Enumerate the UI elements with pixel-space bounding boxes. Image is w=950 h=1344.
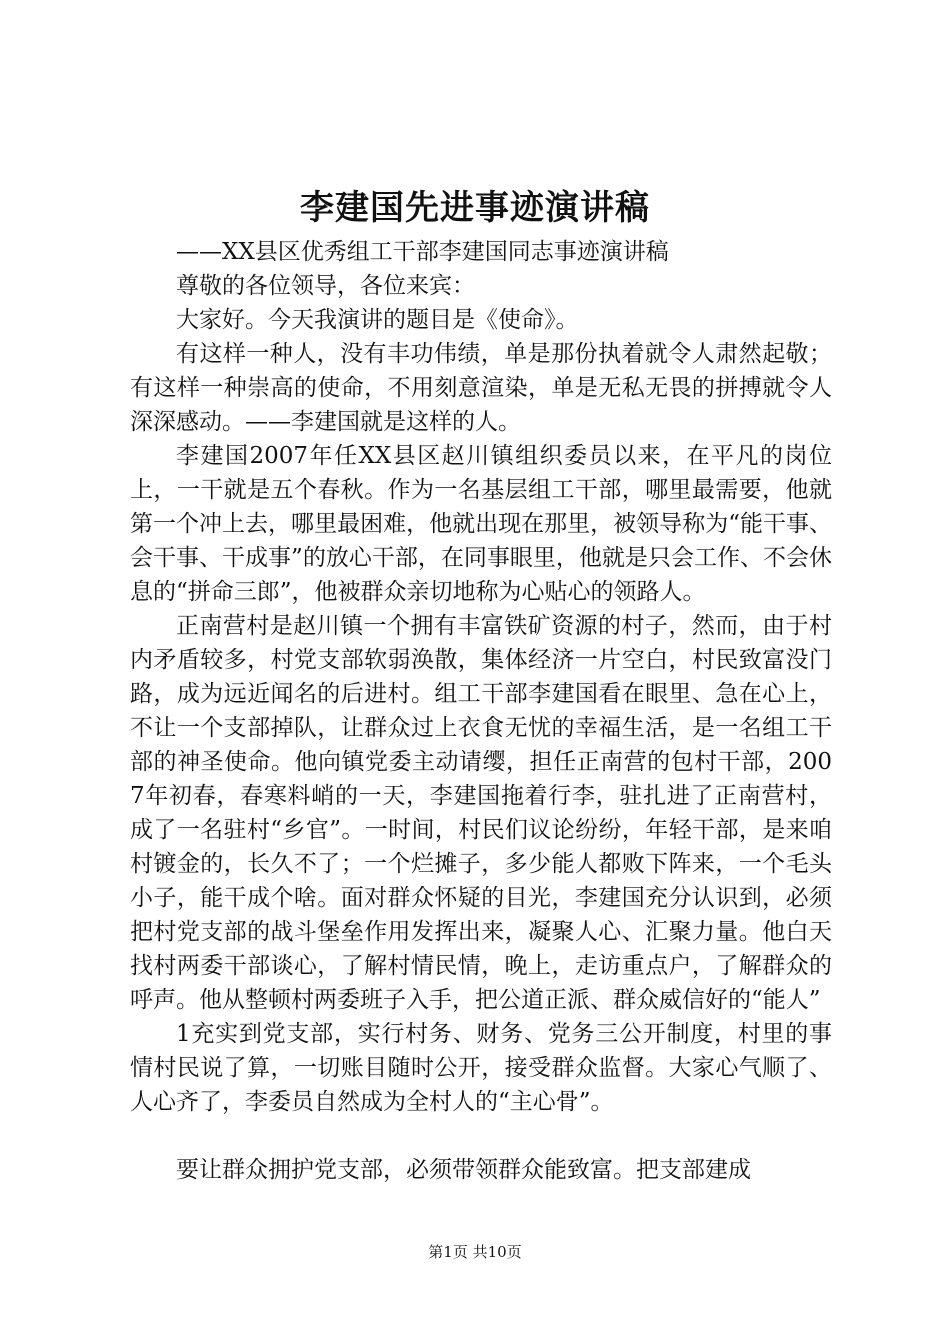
- body-paragraph: 1充实到党支部，实行村务、财务、党务三公开制度，村里的事情村民说了算，一切账目随时公开，接受群众监督。大家心气顺了、人心齐了，李委员自然成为全村人的“主心骨”。: [130, 1021, 832, 1115]
- document-body: [130, 235, 832, 1187]
- greeting-paragraph: 尊敬的各位领导，各位来宾：: [176, 273, 475, 299]
- body-paragraph: 要让群众拥护党支部，必须带领群众能致富。把支部建成: [176, 1157, 751, 1183]
- intro-paragraph: 大家好。今天我演讲的题目是《使命》。: [176, 307, 579, 333]
- body-paragraph: 有这样一种人，没有丰功伟绩，单是那份执着就令人肃然起敬；有这样一种崇高的使命，不用刻意渲染，单是无私无畏的拼搏就令人深深感动。——李建国就是这样的人。: [130, 341, 832, 435]
- document-title: 李建国先进事迹演讲稿: [300, 188, 650, 228]
- body-paragraph: 正南营村是赵川镇一个拥有丰富铁矿资源的村子，然而，由于村内矛盾较多，村党支部软弱涣散，集体经济一片空白，村民致富没门路，成为远近闻名的后进村。组工干部李建国看在眼里、急在心上，不让一个支部掉队，让群众过上衣食无忧的幸福生活，是一名组工干部的神圣使命。他向镇党委主动请缨，担任正南营的包村干部，2007年初春，春寒料峭的一天，李建国拖着行李，驻扎进了正南营村，成了一名驻村“乡官”。一时间，村民们议论纷纷，年轻干部，是来咱村镀金的，长久不了；一个烂摊子，多少能人都败下阵来，一个毛头小子，能干成个啥。面对群众怀疑的目光，李建国充分认识到，必须把村党支部的战斗堡垒作用发挥出来，凝聚人心、汇聚力量。他白天找村两委干部谈心，了解村情民情，晚上，走访重点户，了解群众的呼声。他从整顿村两委班子入手，把公道正派、群众威信好的“能人”: [130, 613, 832, 1013]
- subtitle-paragraph: ——XX县区优秀组工干部李建国同志事迹演讲稿: [176, 239, 669, 265]
- page-footer: 第1页 共10页: [428, 1243, 522, 1261]
- body-paragraph: 李建国2007年任XX县区赵川镇组织委员以来，在平凡的岗位上，一干就是五个春秋。作为一名基层组工干部，哪里最需要，他就第一个冲上去，哪里最困难，他就出现在那里，被领导称为“能干事、会干事、干成事”的放心干部，在同事眼里，他就是只会工作、不会休息的“拼命三郎”，他被群众亲切地称为心贴心的领路人。: [130, 443, 832, 605]
